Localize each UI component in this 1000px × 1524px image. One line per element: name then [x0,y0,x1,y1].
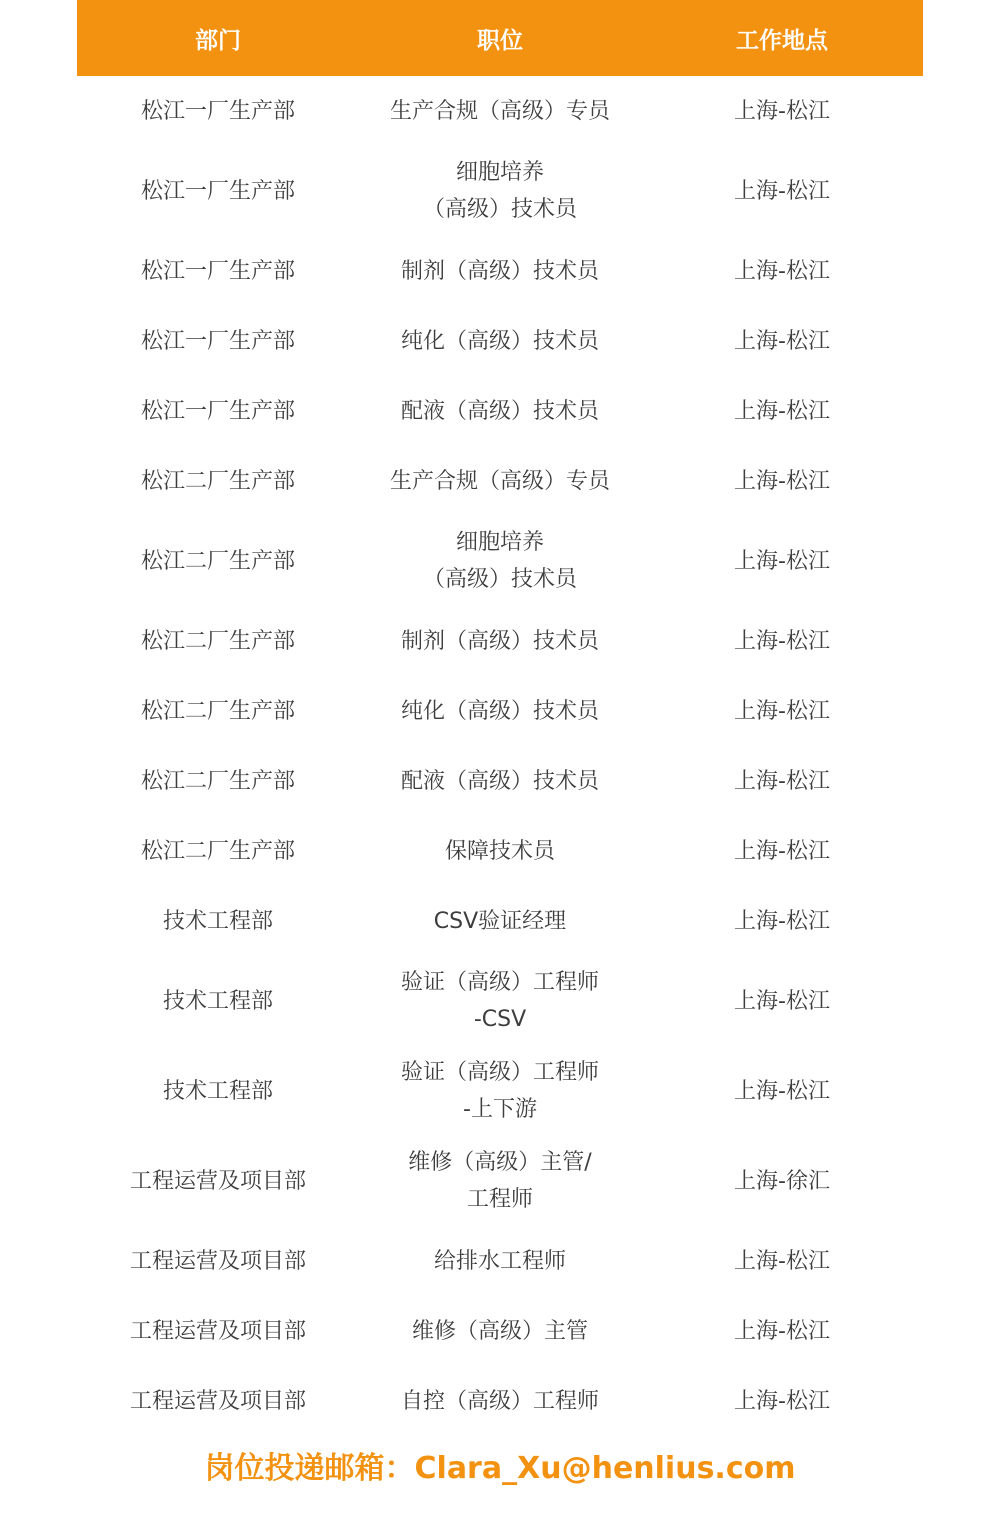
table-row [77,516,923,606]
position-line: -上下游 [463,1097,537,1122]
department-cell: 工程运营及项目部 [129,1318,306,1344]
position-cell [359,306,641,376]
department-cell: 松江一厂生产部 [140,258,295,284]
position-cell [359,606,641,676]
position-line: -CSV [473,1007,527,1032]
position-line: 验证（高级）工程师 [400,1060,599,1085]
location-cell: 上海-松江 [734,468,830,494]
position-line: 细胞培养 [455,160,544,185]
department-cell: 松江一厂生产部 [140,178,295,204]
department-cell: 松江二厂生产部 [140,628,295,654]
position-text [434,903,566,940]
position-line: 生产合规（高级）专员 [389,468,610,494]
position-line: 验证（高级）工程师 [400,970,599,995]
location-cell: 上海-松江 [734,178,830,204]
table-row [77,1136,923,1226]
location-cell: 上海-松江 [734,328,830,354]
position-cell [359,516,641,606]
email-footer[interactable]: 岗位投递邮箱：Clara_Xu@henlius.com [204,1451,796,1486]
location-cell: 上海-松江 [734,988,830,1014]
table-row [77,76,923,146]
position-text [445,833,555,870]
position-cell [359,236,641,306]
table-row [77,1226,923,1296]
location-cell: 上海-松江 [734,1248,830,1274]
location-cell: 上海-松江 [734,98,830,124]
position-line: （高级）技术员 [422,567,577,592]
table-row [77,1296,923,1366]
table-row [77,816,923,886]
location-cell: 上海-松江 [734,698,830,724]
position-cell [359,816,641,886]
table-header [77,0,923,76]
location-cell: 上海-松江 [734,768,830,794]
position-cell [359,1136,641,1226]
location-cell: 上海-松江 [734,398,830,424]
department-cell: 松江一厂生产部 [140,328,295,354]
position-line: 制剂（高级）技术员 [400,628,599,654]
department-cell: 松江二厂生产部 [140,698,295,724]
position-text [401,393,599,430]
position-text [423,524,577,598]
table-row [77,376,923,446]
position-cell [359,446,641,516]
location-cell: 上海-松江 [734,908,830,934]
department-cell: 松江二厂生产部 [140,548,295,574]
department-cell: 工程运营及项目部 [129,1388,306,1414]
table-row [77,606,923,676]
position-cell [359,956,641,1046]
location-cell: 上海-松江 [734,1078,830,1104]
table-row [77,146,923,236]
position-text [412,1313,588,1350]
header-position: 职位 [477,27,523,54]
position-text [401,693,599,730]
table-row [77,1366,923,1436]
position-line: 维修（高级）主管/ [408,1150,592,1175]
position-text [423,154,577,228]
position-line: 纯化（高级）技术员 [400,328,599,354]
position-line: 工程师 [466,1187,533,1212]
position-line: 给排水工程师 [433,1248,566,1274]
location-cell: 上海-松江 [734,628,830,654]
department-cell: 技术工程部 [162,1078,273,1104]
table-row [77,746,923,816]
table-row [77,886,923,956]
department-cell: 松江一厂生产部 [140,398,295,424]
position-line: （高级）技术员 [422,197,577,222]
position-cell [359,1296,641,1366]
table-row [77,1046,923,1136]
position-text [434,1243,566,1280]
position-cell [359,146,641,236]
position-cell [359,76,641,146]
header-department: 部门 [195,27,241,54]
department-cell: 工程运营及项目部 [129,1168,306,1194]
location-cell: 上海-松江 [734,838,830,864]
position-text [390,463,610,500]
table-row [77,446,923,516]
position-cell [359,1366,641,1436]
location-cell: 上海-徐汇 [734,1168,830,1194]
position-line: 细胞培养 [455,530,544,555]
position-text [408,1144,591,1218]
location-cell: 上海-松江 [734,258,830,284]
position-text [401,623,599,660]
position-text [401,1054,599,1128]
location-cell: 上海-松江 [734,1318,830,1344]
position-text [401,763,599,800]
position-line: 维修（高级）主管 [411,1318,588,1344]
table-body [77,76,923,1436]
table-row [77,236,923,306]
position-cell [359,376,641,446]
position-text [401,253,599,290]
location-cell: 上海-松江 [734,1388,830,1414]
department-cell: 工程运营及项目部 [129,1248,306,1274]
position-line: 自控（高级）工程师 [400,1388,599,1414]
position-line: 保障技术员 [444,838,555,864]
position-text [401,964,599,1038]
position-line: 配液（高级）技术员 [400,768,599,794]
position-cell [359,676,641,746]
position-cell [359,1226,641,1296]
position-text [401,1383,599,1420]
position-line: CSV验证经理 [433,908,567,934]
header-location: 工作地点 [736,27,828,54]
department-cell: 技术工程部 [162,988,273,1014]
position-line: 制剂（高级）技术员 [400,258,599,284]
department-cell: 松江一厂生产部 [140,98,295,124]
position-text [401,323,599,360]
department-cell: 松江二厂生产部 [140,838,295,864]
table-row [77,956,923,1046]
position-cell [359,746,641,816]
position-cell [359,886,641,956]
table-row [77,676,923,746]
position-line: 配液（高级）技术员 [400,398,599,424]
table-row [77,306,923,376]
position-text [390,93,610,130]
department-cell: 松江二厂生产部 [140,768,295,794]
department-cell: 技术工程部 [162,908,273,934]
position-line: 纯化（高级）技术员 [400,698,599,724]
position-cell [359,1046,641,1136]
department-cell: 松江二厂生产部 [140,468,295,494]
location-cell: 上海-松江 [734,548,830,574]
position-line: 生产合规（高级）专员 [389,98,610,124]
